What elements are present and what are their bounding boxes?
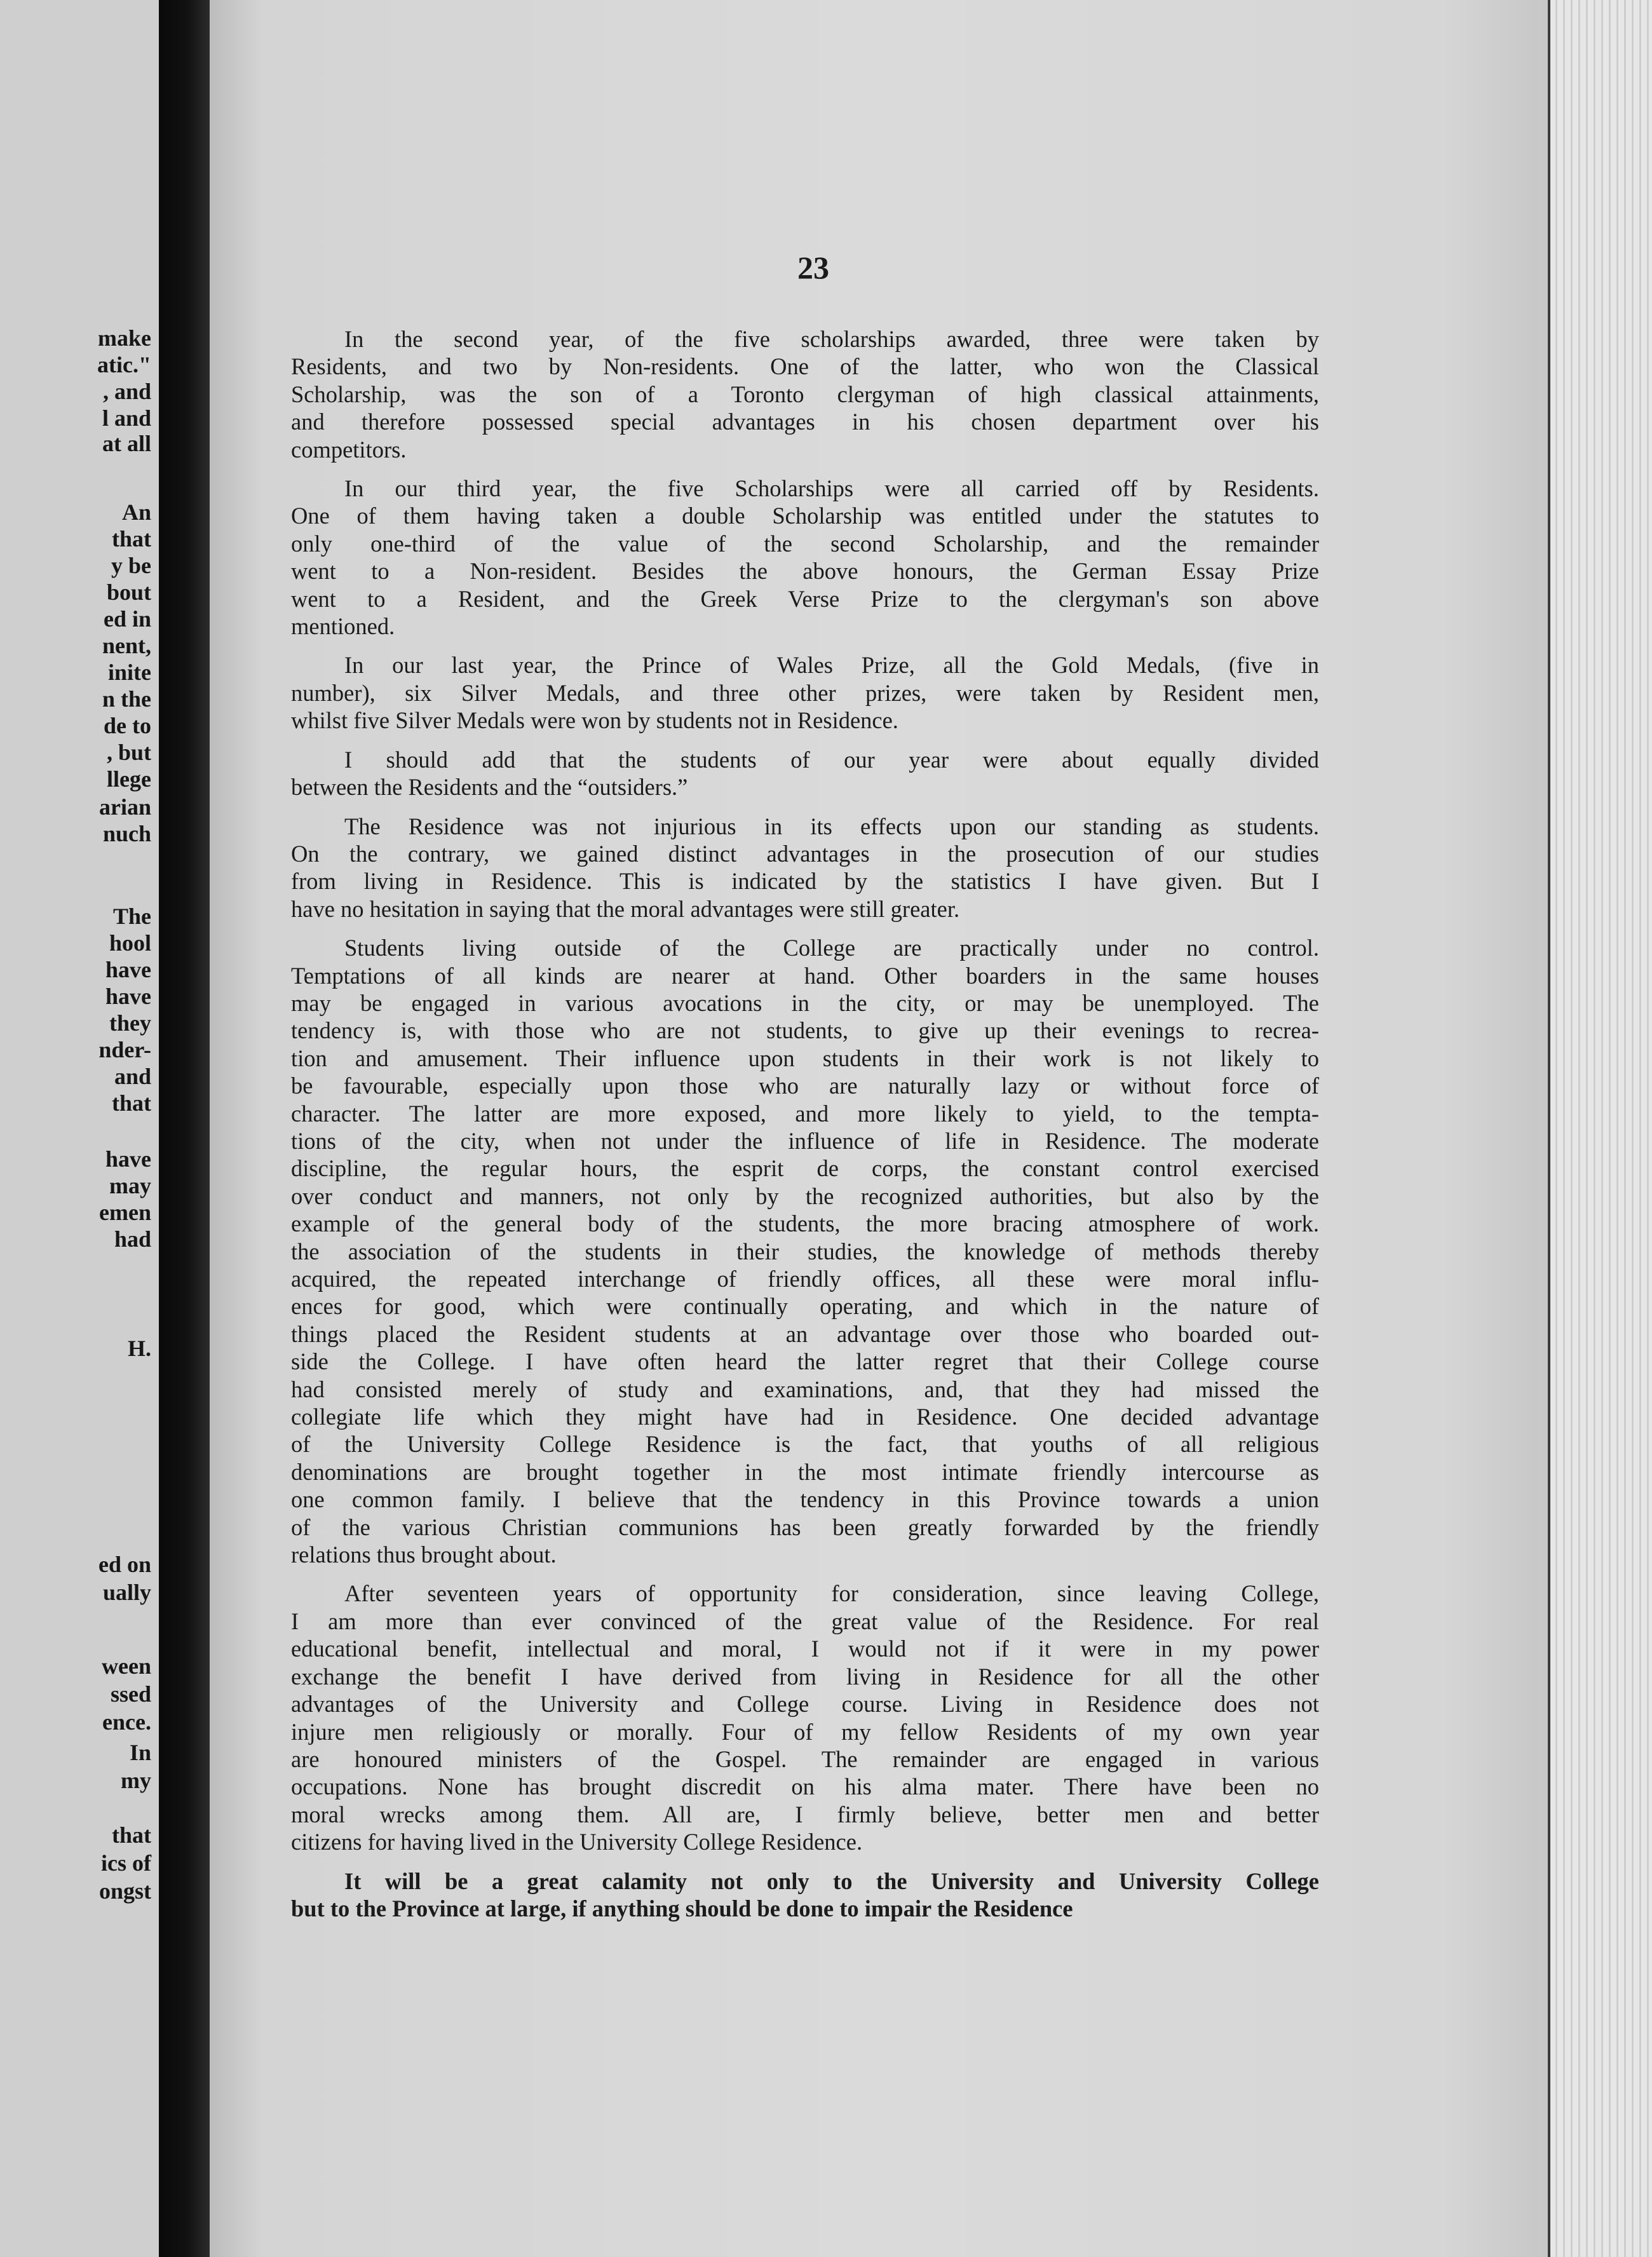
previous-page-line: An bbox=[121, 499, 151, 525]
previous-page-line: ence. bbox=[102, 1709, 151, 1735]
previous-page-line: ually bbox=[102, 1580, 151, 1605]
text-line: denominations are brought together in the most intimate friendly intercourse as bbox=[291, 1458, 1319, 1485]
text-line: mentioned. bbox=[291, 613, 395, 640]
text-line: went to a Resident, and the Greek Verse Prize to the clergyman's son above bbox=[291, 585, 1319, 612]
text-line: After seventeen years of opportunity for consideration, since leaving College, bbox=[344, 1580, 1319, 1607]
text-line: side the College. I have often heard the latter regret that their College course bbox=[291, 1348, 1319, 1375]
previous-page-line: In bbox=[129, 1740, 151, 1765]
text-line: injure men religiously or morally. Four of my fellow Residents of my own year bbox=[291, 1718, 1319, 1745]
previous-page-line: my bbox=[121, 1768, 151, 1793]
text-line: discipline, the regular hours, the esprit de corps, the constant control exercised bbox=[291, 1155, 1319, 1182]
page-stack-edge bbox=[1550, 0, 1652, 2257]
text-line: had consisted merely of study and examinations, and, that they had missed the bbox=[291, 1376, 1319, 1402]
previous-page-line: nder- bbox=[98, 1037, 151, 1062]
text-line: citizens for having lived in the University College Residence. bbox=[291, 1829, 863, 1855]
previous-page-fragment bbox=[0, 0, 159, 2257]
previous-page-line: that bbox=[112, 1090, 151, 1116]
text-line: number), six Silver Medals, and three other prizes, were taken by Resident men, bbox=[291, 679, 1319, 706]
paragraph-outside-students bbox=[291, 934, 1319, 1568]
text-line: I should add that the students of our year were about equally divided bbox=[344, 746, 1319, 773]
text-line: advantages of the University and College course. Living in Residence does not bbox=[291, 1691, 1319, 1718]
text-line: I am more than ever convinced of the great value of the Residence. For real bbox=[291, 1608, 1319, 1634]
previous-page-line: n the bbox=[102, 686, 151, 712]
previous-page-line: they bbox=[109, 1010, 151, 1036]
text-line: have no hesitation in saying that the moral advantages were still greater. bbox=[291, 895, 960, 922]
paragraph-last-year bbox=[291, 651, 1319, 734]
text-line: Students living outside of the College are practically under no control. bbox=[344, 935, 1319, 961]
book-gutter-shadow bbox=[159, 0, 210, 2257]
text-line: whilst five Silver Medals were won by students not in Residence. bbox=[291, 707, 898, 734]
previous-page-line: l and bbox=[102, 405, 151, 431]
text-line: character. The latter are more exposed, and more likely to yield, to the tempta- bbox=[291, 1100, 1319, 1127]
previous-page-line: may bbox=[109, 1173, 151, 1198]
text-line: went to a Non-resident. Besides the above honours, the German Essay Prize bbox=[291, 558, 1319, 585]
previous-page-line: ssed bbox=[110, 1681, 151, 1707]
text-line: tion and amusement. Their influence upon students in their work is not likely to bbox=[291, 1045, 1319, 1071]
text-line: In our last year, the Prince of Wales Prize, all the Gold Medals, (five in bbox=[344, 652, 1319, 679]
previous-page-lines bbox=[0, 0, 159, 2257]
text-line: of the University College Residence is the fact, that youths of all religious bbox=[291, 1431, 1319, 1458]
text-line: One of them having taken a double Scholarship was entitled under the statutes to bbox=[291, 503, 1319, 529]
text-line: In the second year, of the five scholarships awarded, three were taken by bbox=[344, 326, 1319, 352]
previous-page-line: had bbox=[114, 1226, 151, 1252]
previous-page-line: emen bbox=[99, 1200, 151, 1225]
text-line: acquired, the repeated interchange of friendly offices, all these were moral influ- bbox=[291, 1266, 1319, 1292]
text-line: educational benefit, intellectual and moral, I would not if it were in my power bbox=[291, 1636, 1319, 1662]
previous-page-line: ween bbox=[102, 1653, 151, 1679]
text-line: On the contrary, we gained distinct advantages in the prosecution of our studies bbox=[291, 840, 1319, 867]
text-line: only one-third of the value of the second Scholarship, and the remainder bbox=[291, 530, 1319, 557]
paragraph-great-calamity bbox=[291, 1867, 1319, 1923]
page-number: 23 bbox=[797, 250, 829, 285]
previous-page-line: atic." bbox=[97, 352, 151, 377]
previous-page-line: The bbox=[112, 904, 151, 929]
text-line: tendency is, with those who are not students, to give up their evenings to recrea- bbox=[291, 1017, 1319, 1044]
text-line: collegiate life which they might have had in Residence. One decided advantage bbox=[291, 1404, 1319, 1430]
paragraph-seventeen-years bbox=[291, 1580, 1319, 1855]
text-line: be favourable, especially upon those who are naturally lazy or without force of bbox=[291, 1073, 1319, 1099]
text-line: one common family. I believe that the tendency in this Province towards a union bbox=[291, 1486, 1319, 1513]
previous-page-line: nent, bbox=[102, 633, 151, 658]
text-line: example of the general body of the students, the more bracing atmosphere of work. bbox=[291, 1210, 1319, 1237]
text-line: but to the Province at large, if anything should be done to impair the Residence bbox=[291, 1895, 1073, 1922]
previous-page-line: , but bbox=[106, 740, 151, 765]
text-line: ences for good, which were continually operating, and which in the nature of bbox=[291, 1293, 1319, 1320]
text-line: over conduct and manners, not only by the recognized authorities, but also by the bbox=[291, 1183, 1319, 1209]
text-line: from living in Residence. This is indicated by the statistics I have given. But I bbox=[291, 868, 1319, 895]
previous-page-line: that bbox=[112, 1822, 151, 1848]
text-line: between the Residents and the “outsiders.” bbox=[291, 774, 688, 801]
previous-page-line: arian bbox=[98, 794, 151, 820]
paragraph-residence-effects bbox=[291, 813, 1319, 923]
previous-page-line: have bbox=[105, 957, 151, 982]
text-line: and therefore possessed special advantages in his chosen department over his bbox=[291, 409, 1319, 435]
previous-page-line: y be bbox=[111, 553, 151, 578]
previous-page-line: ics of bbox=[101, 1850, 151, 1876]
previous-page-line: have bbox=[105, 1146, 151, 1172]
text-line: Temptations of all kinds are nearer at hand. Other boarders in the same houses bbox=[291, 962, 1319, 989]
previous-page-line: hool bbox=[109, 930, 151, 956]
text-line: of the various Christian communions has been greatly forwarded by the friendly bbox=[291, 1514, 1319, 1540]
text-line: are honoured ministers of the Gospel. The remainder are engaged in various bbox=[291, 1745, 1319, 1772]
previous-page-line: llege bbox=[107, 766, 151, 792]
text-line: Residents, and two by Non-residents. One of the latter, who won the Classical bbox=[291, 353, 1319, 380]
previous-page-line: de to bbox=[104, 713, 151, 738]
text-line: may be engaged in various avocations in the city, or may be unemployed. The bbox=[291, 989, 1319, 1016]
text-line: moral wrecks among them. All are, I firmly believe, better men and better bbox=[291, 1801, 1319, 1827]
page-body-text bbox=[291, 325, 1319, 1934]
text-line: Scholarship, was the son of a Toronto clergyman of high classical attainments, bbox=[291, 381, 1319, 407]
text-line: competitors. bbox=[291, 436, 407, 463]
previous-page-line: , and bbox=[102, 379, 151, 404]
paragraph-second-year bbox=[291, 325, 1319, 463]
text-line: relations thus brought about. bbox=[291, 1542, 557, 1568]
paragraph-third-year bbox=[291, 475, 1319, 640]
text-line: exchange the benefit I have derived from living in Residence for all the other bbox=[291, 1663, 1319, 1690]
previous-page-line: that bbox=[112, 526, 151, 552]
previous-page-line: inite bbox=[108, 660, 151, 685]
previous-page-line: bout bbox=[106, 580, 151, 605]
paragraph-students-divided bbox=[291, 746, 1319, 801]
previous-page-line: and bbox=[114, 1064, 151, 1089]
text-line: The Residence was not injurious in its effects upon our standing as students. bbox=[344, 813, 1319, 839]
previous-page-line: nuch bbox=[102, 821, 151, 846]
previous-page-line: have bbox=[105, 984, 151, 1009]
previous-page-line: ongst bbox=[98, 1878, 151, 1904]
previous-page-line: ed on bbox=[98, 1552, 151, 1577]
previous-page-line: at all bbox=[102, 431, 151, 456]
previous-page-line: make bbox=[98, 325, 151, 351]
text-line: things placed the Resident students at an advantage over those who boarded out- bbox=[291, 1320, 1319, 1347]
text-line: It will be a great calamity not only to the University and University College bbox=[344, 1867, 1319, 1894]
text-line: tions of the city, when not under the influence of life in Residence. The moderate bbox=[291, 1127, 1319, 1154]
previous-page-line: H. bbox=[127, 1336, 151, 1361]
text-line: In our third year, the five Scholarships were all carried off by Residents. bbox=[344, 475, 1319, 502]
text-line: the association of the students in their studies, the knowledge of methods thereby bbox=[291, 1238, 1319, 1264]
text-line: occupations. None has brought discredit on his alma mater. There have been no bbox=[291, 1773, 1319, 1800]
previous-page-line: ed in bbox=[103, 606, 151, 632]
